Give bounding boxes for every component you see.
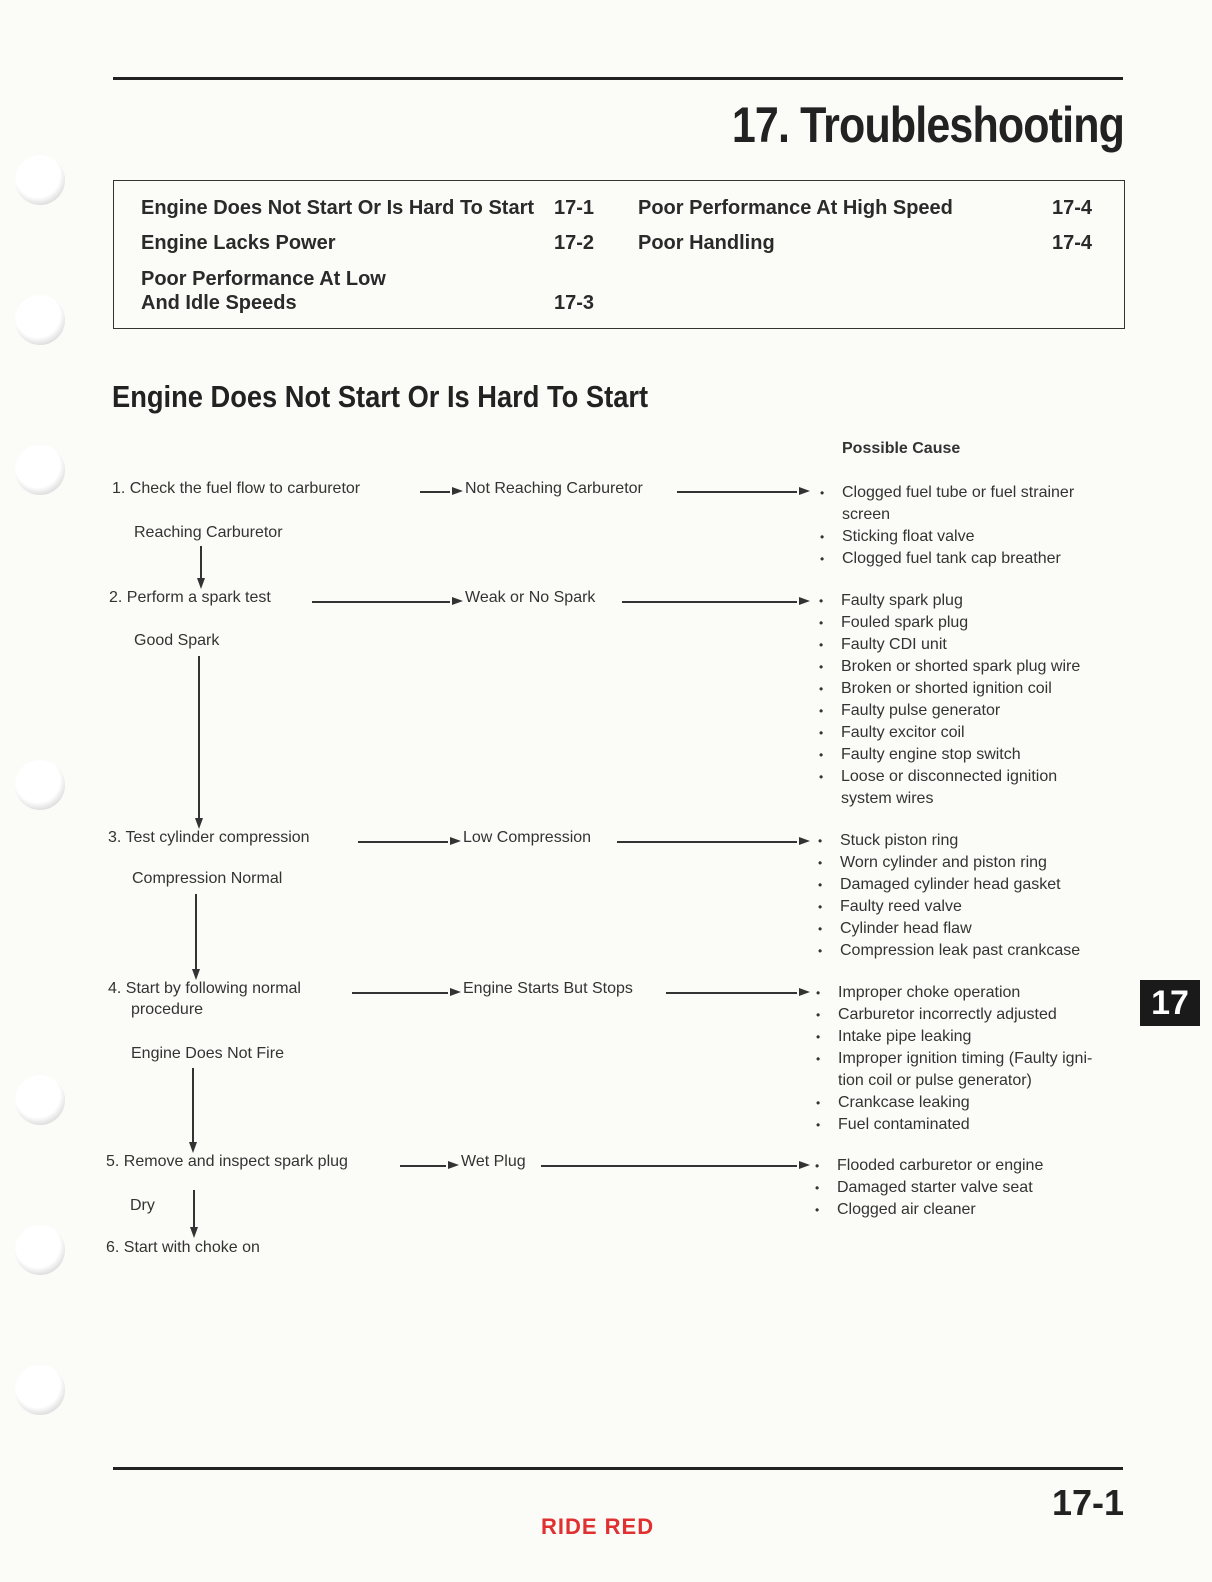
arrow-line	[622, 601, 797, 603]
step-text: 2. Perform a spark test	[109, 589, 271, 606]
page-title: 17. Troubleshooting	[731, 97, 1124, 153]
arrow-line	[617, 841, 797, 843]
toc-item-label: Poor Performance At High Speed	[638, 197, 953, 219]
binder-hole	[15, 1225, 65, 1275]
arrow-head	[799, 597, 810, 605]
footer-rule	[113, 1467, 1123, 1470]
toc-item-page: 17-2	[554, 232, 595, 254]
cause-list	[815, 1155, 1043, 1221]
cause-item: • Broken or shorted spark plug wire	[819, 656, 1080, 678]
cause-list	[820, 482, 1074, 570]
cause-item: • Loose or disconnected ignition	[819, 766, 1080, 788]
cause-item: • Cylinder head flaw	[818, 918, 1080, 940]
arrow-head	[190, 1227, 198, 1238]
cause-item: • Fuel contaminated	[816, 1114, 1092, 1136]
arrow-head	[195, 818, 203, 829]
binder-hole	[15, 155, 65, 205]
cause-item: • Faulty CDI unit	[819, 634, 1080, 656]
step-result: Wet Plug	[461, 1153, 526, 1170]
binder-hole	[15, 1075, 65, 1125]
arrow-head	[452, 487, 463, 495]
step-text-continuation: procedure	[131, 1001, 204, 1018]
arrow-head	[799, 988, 810, 996]
flow-line	[198, 656, 200, 819]
flow-line	[200, 546, 202, 578]
cause-item: • Improper ignition timing (Faulty igni-	[816, 1048, 1092, 1070]
toc-box	[113, 180, 1125, 329]
flow-line	[192, 1068, 194, 1143]
toc-item-label: And Idle Speeds	[141, 292, 297, 314]
binder-hole	[15, 1365, 65, 1415]
cause-item: • Carburetor incorrectly adjusted	[816, 1004, 1092, 1026]
toc-item-page: 17-3	[554, 292, 595, 314]
binder-hole	[15, 760, 65, 810]
arrow-line	[666, 992, 797, 994]
step-pass-label: Compression Normal	[132, 870, 283, 887]
possible-cause-header: Possible Cause	[842, 440, 961, 457]
toc-item-label: Engine Does Not Start Or Is Hard To Start	[141, 197, 535, 219]
cause-continuation: tion coil or pulse generator)	[838, 1072, 1032, 1089]
binder-hole	[15, 445, 65, 495]
page-number: 17-1	[1051, 1482, 1124, 1523]
step-result: Not Reaching Carburetor	[465, 480, 643, 497]
cause-item: • Flooded carburetor or engine	[815, 1155, 1043, 1177]
cause-item: • Compression leak past crankcase	[818, 940, 1080, 962]
step-text: 3. Test cylinder compression	[108, 829, 310, 846]
cause-item: • Broken or shorted ignition coil	[819, 678, 1080, 700]
step-pass-label: Dry	[130, 1197, 155, 1214]
arrow-head	[450, 988, 461, 996]
flow-line	[195, 894, 197, 970]
cause-item: • Fouled spark plug	[819, 612, 1080, 634]
toc-item-page: 17-4	[1052, 197, 1093, 219]
header-rule	[113, 77, 1123, 80]
cause-item: • Clogged fuel tube or fuel strainer	[820, 482, 1074, 504]
cause-item: • Damaged cylinder head gasket	[818, 874, 1080, 896]
cause-item: • Faulty engine stop switch	[819, 744, 1080, 766]
step-result: Weak or No Spark	[465, 589, 596, 606]
arrow-head	[450, 837, 461, 845]
arrow-line	[312, 601, 450, 603]
arrow-head	[197, 578, 205, 589]
cause-item: • Clogged air cleaner	[815, 1199, 1043, 1221]
toc-item-page: 17-4	[1052, 232, 1093, 254]
cause-item: • Damaged starter valve seat	[815, 1177, 1043, 1199]
step-text: 6. Start with choke on	[106, 1239, 260, 1256]
cause-item: • Intake pipe leaking	[816, 1026, 1092, 1048]
arrow-head	[189, 1142, 197, 1153]
cause-item: • Faulty reed valve	[818, 896, 1080, 918]
arrow-line	[420, 491, 450, 493]
flow-line	[193, 1190, 195, 1228]
arrow-line	[400, 1165, 446, 1167]
cause-list	[818, 830, 1080, 962]
section-title: Engine Does Not Start Or Is Hard To Start	[112, 379, 649, 414]
arrow-head	[799, 487, 810, 495]
arrow-line	[358, 841, 448, 843]
step-pass-label: Good Spark	[134, 632, 220, 649]
cause-item: • Faulty pulse generator	[819, 700, 1080, 722]
cause-item: • Clogged fuel tank cap breather	[820, 548, 1074, 570]
cause-item: • Sticking float valve	[820, 526, 1074, 548]
arrow-head	[448, 1161, 459, 1169]
chapter-tab: 17	[1140, 980, 1200, 1026]
step-text: 1. Check the fuel flow to carburetor	[112, 480, 361, 497]
step-result: Low Compression	[463, 829, 592, 846]
arrow-head	[192, 969, 200, 980]
cause-item: • Crankcase leaking	[816, 1092, 1092, 1114]
arrow-line	[352, 992, 448, 994]
step-result: Engine Starts But Stops	[463, 980, 633, 997]
toc-item-label: Engine Lacks Power	[141, 232, 336, 254]
arrow-head	[799, 837, 810, 845]
cause-list	[816, 982, 1092, 1136]
cause-list	[819, 590, 1080, 810]
arrow-line	[541, 1165, 797, 1167]
cause-item: • Stuck piston ring	[818, 830, 1080, 852]
toc-item-page: 17-1	[554, 197, 595, 219]
step-text: 5. Remove and inspect spark plug	[106, 1153, 348, 1170]
cause-item: • Faulty spark plug	[819, 590, 1080, 612]
step-pass-label: Reaching Carburetor	[134, 524, 283, 541]
arrow-head	[452, 597, 463, 605]
step-text: 4. Start by following normal	[108, 980, 301, 997]
cause-continuation: screen	[842, 506, 891, 523]
arrow-head	[799, 1161, 810, 1169]
toc-item-label: Poor Handling	[638, 232, 775, 254]
arrow-line	[677, 491, 797, 493]
cause-item: • Improper choke operation	[816, 982, 1092, 1004]
binder-hole	[15, 295, 65, 345]
toc-item-label: Poor Performance At Low	[141, 268, 386, 290]
cause-continuation: system wires	[841, 790, 934, 807]
cause-item: • Faulty excitor coil	[819, 722, 1080, 744]
step-pass-label: Engine Does Not Fire	[131, 1045, 284, 1062]
cause-item: • Worn cylinder and piston ring	[818, 852, 1080, 874]
brand-watermark: RIDE RED	[541, 1514, 655, 1539]
